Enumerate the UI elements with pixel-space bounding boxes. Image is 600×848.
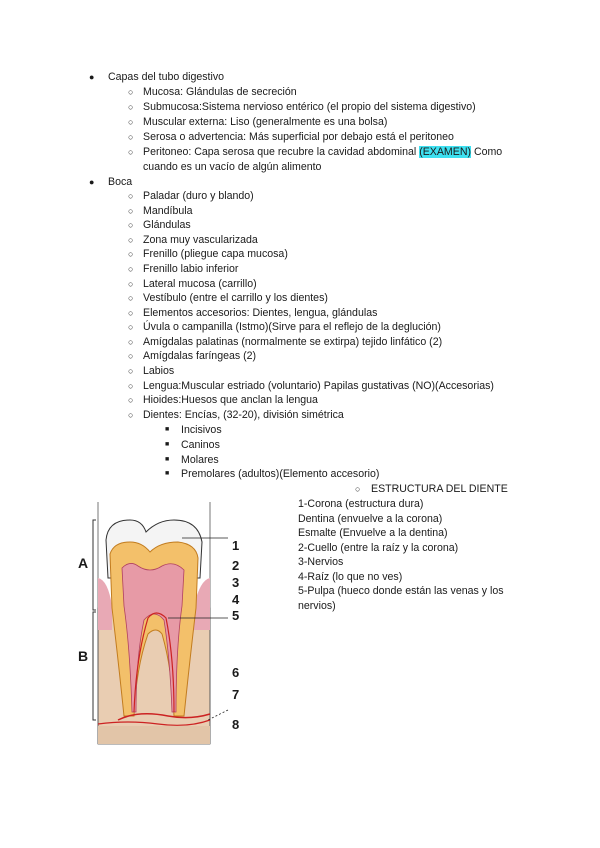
list-item-continuation: cuando es un vacío de algún alimento bbox=[143, 161, 322, 173]
list-item-sub: Premolares (adultos)(Elemento accesorio) bbox=[181, 468, 380, 480]
estructura-line: 1-Corona (estructura dura) bbox=[298, 498, 424, 510]
estructura-line: nervios) bbox=[298, 600, 336, 612]
bullet: ○ bbox=[128, 337, 134, 347]
section-title-boca: Boca bbox=[108, 176, 133, 188]
bullet: ○ bbox=[128, 206, 134, 216]
list-item: Muscular externa: Liso (generalmente es una bolsa) bbox=[143, 116, 388, 128]
bullet: ■ bbox=[165, 441, 170, 448]
label-7: 7 bbox=[232, 687, 240, 702]
bullet: ○ bbox=[128, 117, 134, 127]
bullet: ○ bbox=[128, 322, 134, 332]
list-item: Elementos accesorios: Dientes, lengua, glándulas bbox=[143, 307, 378, 319]
bullet: ○ bbox=[128, 220, 134, 230]
bullet: ○ bbox=[128, 147, 134, 157]
bullet: ○ bbox=[128, 410, 134, 420]
list-item-sub: Caninos bbox=[181, 439, 220, 451]
bullet: ○ bbox=[128, 264, 134, 274]
bullet: ○ bbox=[128, 395, 134, 405]
list-item: Paladar (duro y blando) bbox=[143, 190, 254, 202]
estructura-line: 3-Nervios bbox=[298, 556, 344, 568]
list-item-sub: Incisivos bbox=[181, 424, 222, 436]
list-item: Dientes: Encías, (32-20), división simétrica bbox=[143, 409, 344, 421]
estructura-line: 5-Pulpa (hueco donde están las venas y los bbox=[298, 585, 504, 597]
list-item: Amígdalas faríngeas (2) bbox=[143, 350, 257, 362]
list-item: Frenillo (pliegue capa mucosa) bbox=[143, 248, 288, 260]
bullet: ○ bbox=[128, 102, 134, 112]
estructura-title: ESTRUCTURA DEL DIENTE bbox=[371, 483, 508, 495]
list-item: Frenillo labio inferior bbox=[143, 263, 239, 275]
bullet: ○ bbox=[128, 191, 134, 201]
label-4: 4 bbox=[232, 592, 240, 607]
label-b: B bbox=[78, 648, 89, 664]
bullet: ○ bbox=[128, 293, 134, 303]
bullet: ■ bbox=[165, 470, 170, 477]
list-item-sub: Molares bbox=[181, 454, 219, 466]
estructura-line: 4-Raíz (lo que no ves) bbox=[298, 571, 403, 583]
list-item: Hioides:Huesos que anclan la lengua bbox=[143, 394, 318, 406]
bullet: ■ bbox=[165, 426, 170, 433]
peritoneo-text: Peritoneo: Capa serosa que recubre la cavidad abdominal bbox=[143, 146, 420, 158]
list-item: Lateral mucosa (carrillo) bbox=[143, 278, 257, 290]
list-item: Úvula o campanilla (Istmo)(Sirve para el reflejo de la deglución) bbox=[143, 321, 441, 333]
bullet: ○ bbox=[128, 366, 134, 376]
list-item: Zona muy vascularizada bbox=[143, 234, 258, 246]
label-a: A bbox=[78, 555, 89, 571]
list-item: Mandíbula bbox=[143, 205, 193, 217]
bullet: ○ bbox=[128, 132, 134, 142]
list-item: Labios bbox=[143, 365, 175, 377]
estructura-line: Esmalte (Envuelve a la dentina) bbox=[298, 527, 448, 539]
section-title-capas: Capas del tubo digestivo bbox=[108, 71, 225, 83]
label-2: 2 bbox=[232, 558, 240, 573]
bullet: ○ bbox=[128, 249, 134, 259]
list-item: Serosa o advertencia: Más superficial por debajo está el peritoneo bbox=[143, 131, 454, 143]
label-1: 1 bbox=[232, 538, 240, 553]
bullet: ○ bbox=[128, 308, 134, 318]
list-item-peritoneo bbox=[143, 145, 502, 159]
estructura-line: Dentina (envuelve a la corona) bbox=[298, 513, 443, 525]
bullet: ○ bbox=[128, 351, 134, 361]
peritoneo-text-after: Como bbox=[471, 146, 503, 158]
bullet: ○ bbox=[128, 381, 134, 391]
bullet: ● bbox=[89, 177, 95, 187]
list-item: Submucosa:Sistema nervioso entérico (el propio del sistema digestivo) bbox=[143, 101, 476, 113]
label-3: 3 bbox=[232, 575, 240, 590]
label-5: 5 bbox=[232, 608, 240, 623]
list-item: Mucosa: Glándulas de secreción bbox=[143, 86, 297, 98]
bullet: ○ bbox=[128, 235, 134, 245]
tooth-diagram bbox=[78, 498, 260, 748]
list-item: Glándulas bbox=[143, 219, 191, 231]
examen-highlight: (EXAMEN) bbox=[419, 146, 471, 158]
bullet: ○ bbox=[128, 87, 134, 97]
label-8: 8 bbox=[232, 717, 240, 732]
list-item: Vestíbulo (entre el carrillo y los dientes) bbox=[143, 292, 328, 304]
estructura-line: 2-Cuello (entre la raíz y la corona) bbox=[298, 542, 459, 554]
list-item: Amígdalas palatinas (normalmente se extirpa) tejido linfático (2) bbox=[143, 336, 443, 348]
bullet: ○ bbox=[128, 279, 134, 289]
bullet: ○ bbox=[355, 484, 361, 494]
bullet: ● bbox=[89, 72, 95, 82]
list-item: Lengua:Muscular estriado (voluntario) Papilas gustativas (NO)(Accesorias) bbox=[143, 380, 494, 392]
bullet: ■ bbox=[165, 456, 170, 463]
label-6: 6 bbox=[232, 665, 240, 680]
